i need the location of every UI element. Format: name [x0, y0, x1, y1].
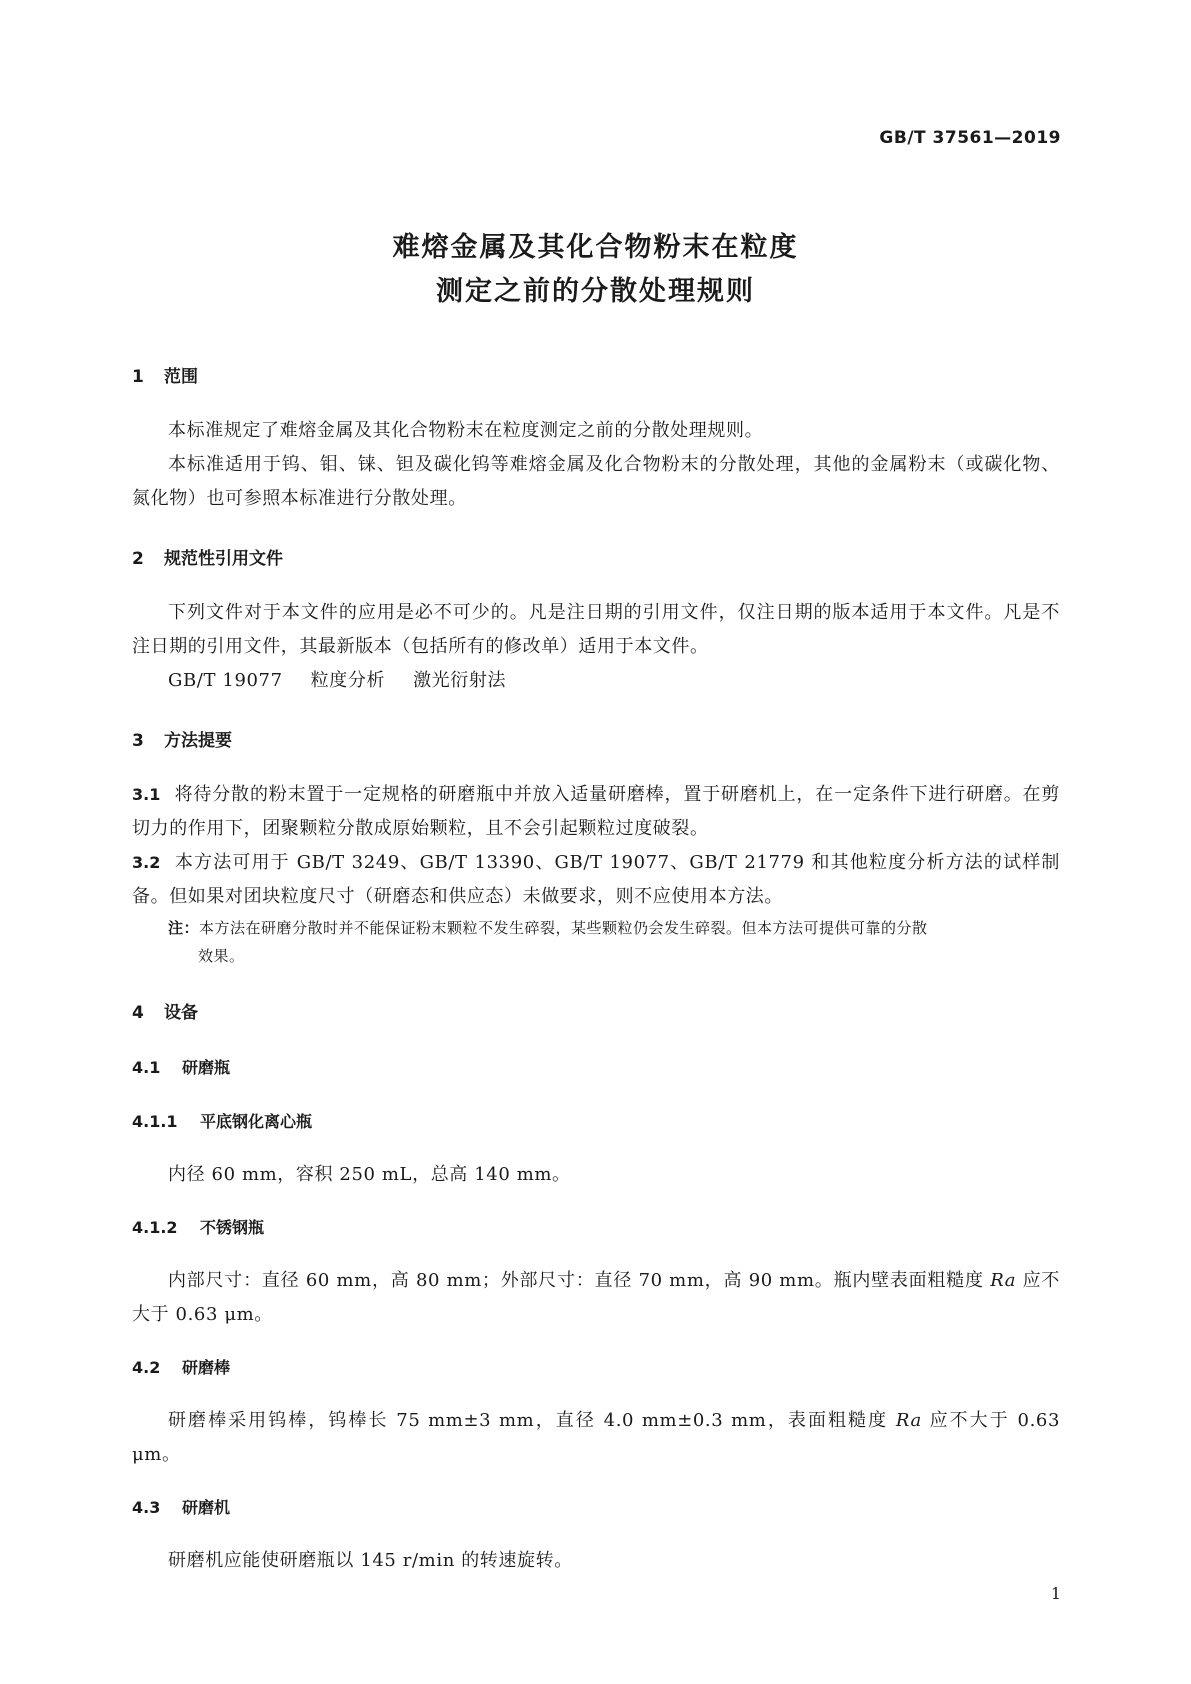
note-line-2: 效果。 [198, 947, 245, 965]
spec-text: 应不大于 0.63 μm。 [132, 1270, 1060, 1325]
note-line-1: 本方法在研磨分散时并不能保证粉末颗粒不发生碎裂，某些颗粒仍会发生碎裂。但本方法可提供可靠的分散 [199, 919, 928, 937]
subsection-number: 4.3 [132, 1498, 161, 1517]
page-number: 1 [1050, 1584, 1061, 1603]
reference-entry [132, 664, 1060, 698]
subsection-4-1-heading [132, 1050, 1060, 1086]
title-line-2: 测定之前的分散处理规则 [436, 276, 755, 307]
section-title: 设备 [164, 1003, 198, 1023]
section-number: 4 [132, 1003, 144, 1023]
reference-code: GB/T 19077 [168, 670, 283, 691]
section-title: 方法提要 [164, 731, 232, 751]
section-2-heading [132, 540, 1060, 578]
scope-paragraph-1: 本标准规定了难熔金属及其化合物粉末在粒度测定之前的分散处理规则。 [168, 420, 764, 441]
roughness-symbol: Ra [990, 1270, 1017, 1291]
section-4-heading [132, 994, 1060, 1032]
clause-text: 将待分散的粉末置于一定规格的研磨瓶中并放入适量研磨棒，置于研磨机上，在一定条件下进行研磨。在剪切力的作用下，团聚颗粒分散成原始颗粒，且不会引起颗粒过度破裂。 [132, 784, 1060, 839]
subsection-title: 研磨瓶 [182, 1058, 231, 1077]
section-1-heading [132, 358, 1060, 396]
title-line-1: 难熔金属及其化合物粉末在粒度 [392, 232, 799, 263]
clause-text: 本方法可用于 GB/T 3249、GB/T 13390、GB/T 19077、GB/T 21779 和其他粒度分析方法的试样制备。但如果对团块粒度尺寸（研磨态和供应态）未做要求，则不应使用本方法。 [132, 852, 1060, 907]
note-label: 注： [168, 919, 200, 937]
subsection-number: 4.1.2 [132, 1218, 178, 1237]
subsection-4-1-2-heading [132, 1210, 1060, 1246]
subsection-4-2-heading [132, 1350, 1060, 1386]
section-number: 1 [132, 367, 144, 387]
standard-number: GB/T 37561—2019 [879, 128, 1061, 148]
reference-title-part-1: 粒度分析 [310, 670, 386, 691]
clause-number: 3.2 [132, 853, 161, 872]
spec-text: 内部尺寸：直径 60 mm，高 80 mm；外部尺寸：直径 70 mm，高 90 mm。瓶内壁表面粗糙度 [168, 1270, 991, 1291]
document-title [0, 226, 1191, 314]
stainless-bottle-spec [132, 1264, 1060, 1332]
centrifuge-bottle-spec: 内径 60 mm，容积 250 mL，总高 140 mm。 [168, 1164, 571, 1185]
subsection-title: 研磨机 [182, 1498, 231, 1517]
subsection-number: 4.1 [132, 1058, 161, 1077]
grinding-rod-spec [132, 1404, 1060, 1472]
subsection-number: 4.2 [132, 1358, 161, 1377]
clause-number: 3.1 [132, 785, 161, 804]
section-3-heading [132, 722, 1060, 760]
section-number: 2 [132, 549, 144, 569]
references-paragraph: 下列文件对于本文件的应用是必不可少的。凡是注日期的引用文件，仅注日期的版本适用于本文件。凡是不注日期的引用文件，其最新版本（包括所有的修改单）适用于本文件。 [132, 602, 1060, 657]
roughness-symbol: Ra [895, 1410, 922, 1431]
subsection-title: 平底钢化离心瓶 [200, 1112, 313, 1131]
spec-text: 应不大于 0.63 μm。 [132, 1410, 1060, 1465]
subsection-4-3-heading [132, 1490, 1060, 1526]
section-title: 规范性引用文件 [164, 549, 283, 569]
clause-3-1 [132, 778, 1060, 846]
scope-paragraph-2: 本标准适用于钨、钼、铼、钽及碳化钨等难熔金属及化合物粉末的分散处理，其他的金属粉末（或碳化物、氮化物）也可参照本标准进行分散处理。 [132, 454, 1060, 509]
grinding-machine-spec: 研磨机应能使研磨瓶以 145 r/min 的转速旋转。 [168, 1550, 573, 1571]
subsection-title: 不锈钢瓶 [200, 1218, 265, 1237]
spec-text: 研磨棒采用钨棒，钨棒长 75 mm±3 mm，直径 4.0 mm±0.3 mm，表面粗糙度 [168, 1410, 896, 1431]
note [132, 914, 1060, 970]
clause-3-2 [132, 846, 1060, 914]
subsection-title: 研磨棒 [182, 1358, 231, 1377]
subsection-number: 4.1.1 [132, 1112, 178, 1131]
reference-title-part-2: 激光衍射法 [413, 670, 507, 691]
section-title: 范围 [164, 367, 198, 387]
subsection-4-1-1-heading [132, 1104, 1060, 1140]
document-body [132, 358, 1060, 1578]
section-number: 3 [132, 731, 144, 751]
